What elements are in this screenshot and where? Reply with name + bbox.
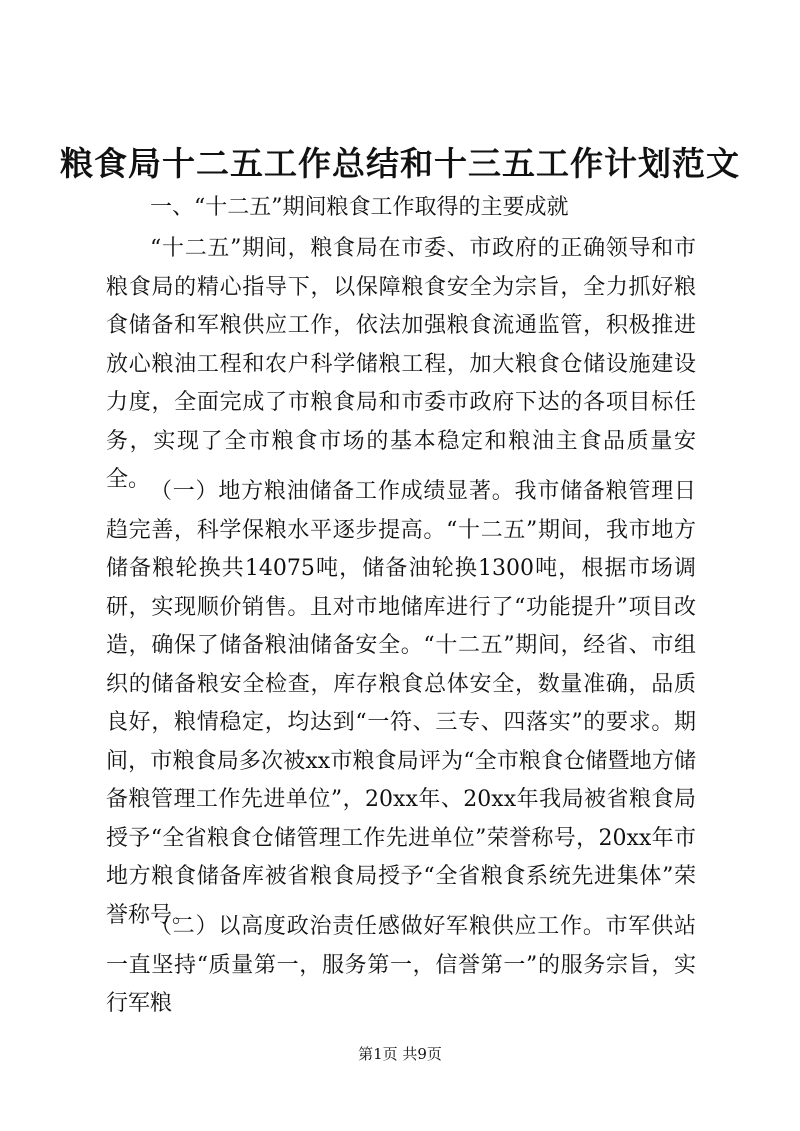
page-number: 第1页 共9页 [358,1045,442,1063]
section-heading: 一、“十二五”期间粮食工作取得的主要成就 [150,195,569,220]
document-title: 粮食局十二五工作总结和十三五工作计划范文 [60,144,740,183]
paragraph-achievements-intro: “十二五”期间，粮食局在市委、市政府的正确领导和市粮食局的精心指导下，以保障粮食安全为宗旨，全力抓好粮食储备和军粮供应工作，依法加强粮食流通监管，积极推进放心粮油工程和农户科学储粮工程，加大粮食仓储设施建设力度，全面完成了市粮食局和市委市政府下达的各项目标任务，实现了全市粮食市场的基本稳定和粮油主食品质量安全。 [106,236,696,492]
paragraph-grain-reserve: （一）地方粮油储备工作成绩显著。我市储备粮管理日趋完善，科学保粮水平逐步提高。“十二五”期间，我市地方储备粮轮换共14075吨，储备油轮换1300吨，根据市场调研，实现顺价销售。且对市地储库进行了“功能提升”项目改造，确保了储备粮油储备安全。“十二五”期间，经省、市组织的储备粮安全检查，库存粮食总体安全，数量准确，品质良好，粮情稳定，均达到“一符、三专、四落实”的要求。期间，市粮食局多次被xx市粮食局评为“全市粮食仓储暨地方储备粮管理工作先进单位”，20xx年、20xx年我局被省粮食局授予“全省粮食仓储管理工作先进单位”荣誉称号，20xx年市地方粮食储备库被省粮食局授予“全省粮食系统先进集体”荣誉称号。 [106,479,696,928]
paragraph-military-grain: （二）以高度政治责任感做好军粮供应工作。市军供站一直坚持“质量第一，服务第一，信誉第一”的服务宗旨，实行军粮 [106,914,696,1016]
